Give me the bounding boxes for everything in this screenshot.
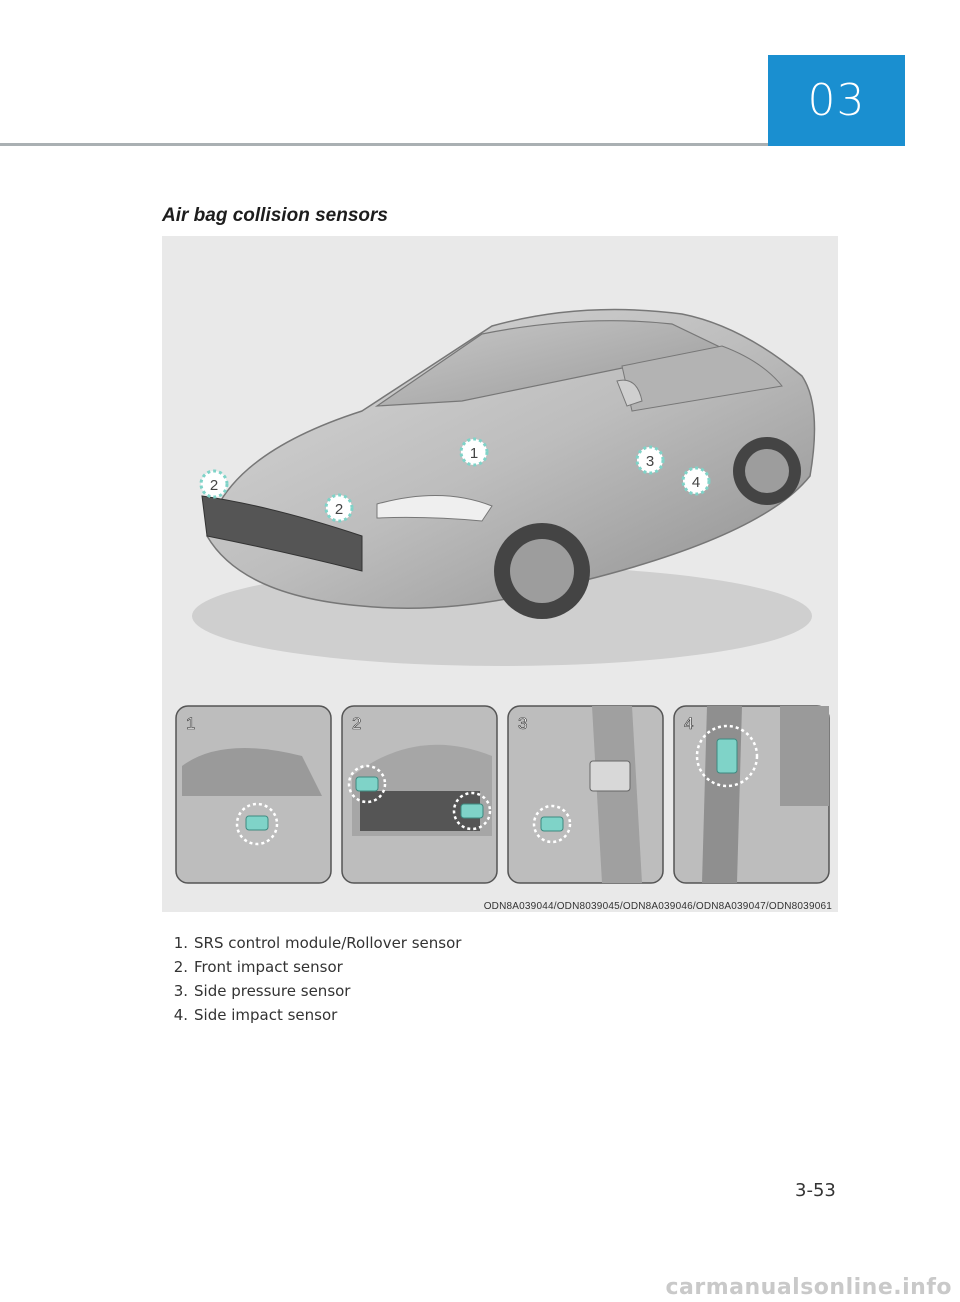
svg-text:2: 2 [334,501,344,518]
svg-text:2: 2 [209,477,219,494]
svg-text:3: 3 [518,714,528,733]
legend-item: 1. SRS control module/Rollover sensor [173,934,462,952]
page-number: 3-53 [795,1180,836,1201]
svg-text:4: 4 [684,714,694,733]
legend-item: 2. Front impact sensor [173,958,343,976]
sensor-marker [201,471,227,497]
inset-panel [176,706,331,883]
sensor-marker [326,495,352,521]
svg-text:4: 4 [691,474,701,491]
svg-text:1: 1 [469,445,479,462]
svg-text:1: 1 [186,714,196,733]
sensor-marker [461,439,487,465]
inset-panel [508,706,663,883]
sensor-marker [637,447,663,473]
legend-item: 4. Side impact sensor [173,1006,338,1024]
legend-item: 3. Side pressure sensor [173,982,351,1000]
section-title: Air bag collision sensors [162,205,388,226]
watermark[interactable]: carmanualsonline.info [665,1275,952,1300]
figure-code: ODN8A039044/ODN8039045/ODN8A039046/ODN8A039047/ODN8039061 [483,901,832,912]
svg-text:2: 2 [352,714,362,733]
chapter-tab[interactable]: 03 [768,55,905,146]
inset-panel [342,706,497,883]
header-rule [0,143,768,146]
airbag-sensor-figure [162,236,838,912]
inset-panel [674,706,829,883]
car-illustration [162,236,838,912]
sensor-marker [683,468,709,494]
sensor-legend [168,931,461,1027]
svg-text:3: 3 [645,453,655,470]
